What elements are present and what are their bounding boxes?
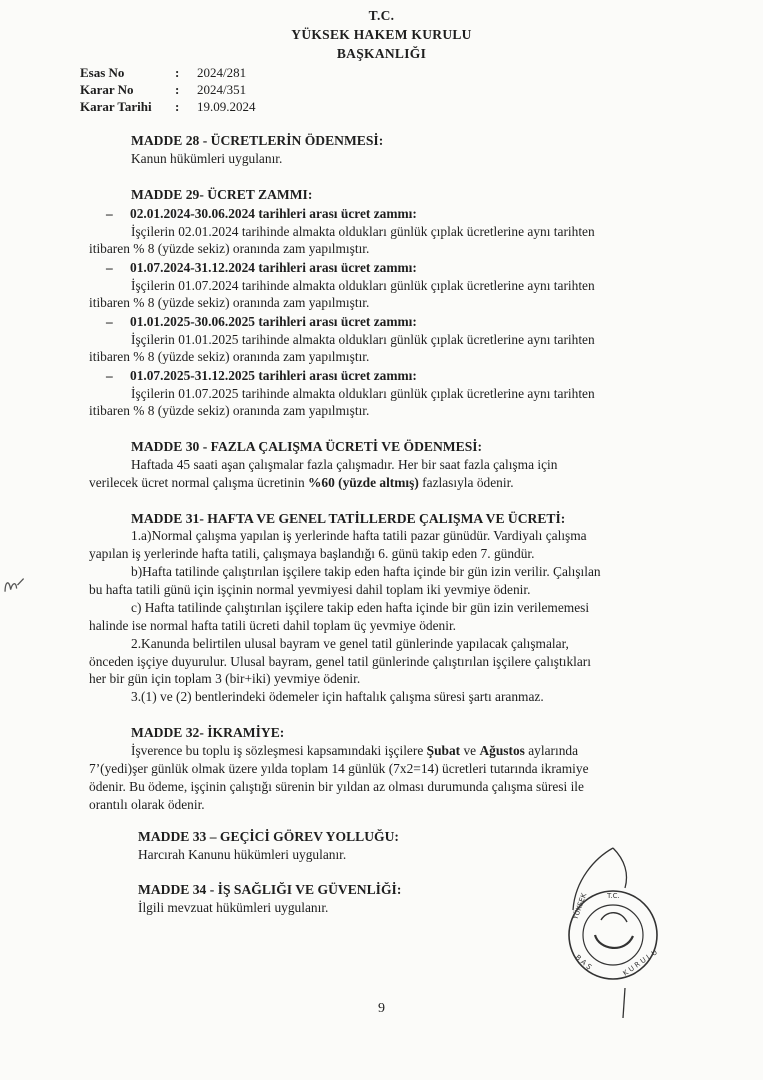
madde-31-line: b)Hafta tatilinde çalıştırılan işçilere takip eden hafta içinde bir gün izin verilir. Çalışılan	[131, 564, 601, 579]
madde-29-item-3-line2: itibaren % 8 (yüzde sekiz) oranında zam yapılmıştır.	[89, 349, 370, 364]
madde-29-item-3-line1: İşçilerin 01.01.2025 tarihinde almakta oldukları günlük çıplak ücretlerine aynı tarihten	[131, 332, 595, 347]
margin-initials	[0, 572, 31, 602]
header-tc: T.C.	[368, 8, 395, 23]
madde-33-title: MADDE 33 – GEÇİCİ GÖREV YOLLUĞU:	[138, 829, 399, 844]
header-institution: YÜKSEK HAKEM KURULU	[291, 27, 472, 42]
madde-31-title: MADDE 31- HAFTA VE GENEL TATİLLERDE ÇALIŞMA VE ÜCRETİ:	[131, 511, 566, 526]
madde-28-text: Kanun hükümleri uygulanır.	[131, 151, 283, 166]
madde-29-item-1-heading: – 02.01.2024-30.06.2024 tarihleri arası ücret zammı:	[106, 206, 417, 221]
svg-text:B A Ş: B A Ş	[573, 953, 594, 972]
madde-29-item-3-heading: – 01.01.2025-30.06.2025 tarihleri arası ücret zammı:	[106, 314, 417, 329]
madde-31-line: 1.a)Normal çalışma yapılan iş yerlerinde hafta tatili pazar günüdür. Vardiyalı çalışma	[131, 528, 587, 543]
header-presidency: BAŞKANLIĞI	[336, 46, 427, 61]
madde-32-line2: 7’(yedi)şer günlük olmak üzere yılda toplam 14 günlük (7x2=14) ücretleri tutarında ikramiye	[89, 761, 589, 776]
madde-31-line: yapılan iş yerlerinde hafta tatili, çalışmaya başlandığı 6. günü takip eden 7. gündür.	[89, 546, 535, 561]
madde-33-text: Harcırah Kanunu hükümleri uygulanır.	[138, 847, 347, 862]
madde-31-line: her bir gün için toplam 3 (bir+iki) yevmiye ödenir.	[89, 671, 361, 686]
official-stamp-icon	[555, 840, 675, 1020]
page-number: 9	[378, 1001, 385, 1016]
madde-34-title: MADDE 34 - İŞ SAĞLIĞI VE GÜVENLİĞİ:	[138, 882, 402, 897]
madde-34-text: İlgili mevzuat hükümleri uygulanır.	[138, 900, 329, 915]
madde-31-line: bu hafta tatili günü için işçinin normal yevmiyesi dahil toplam iki yevmiye ödenir.	[89, 582, 531, 597]
madde-30-line2: verilecek ücret normal çalışma ücretinin %60 (yüzde altmış) fazlasıyla ödenir.	[89, 475, 514, 490]
madde-32-title: MADDE 32- İKRAMİYE:	[131, 725, 285, 740]
madde-32-line4: orantılı olarak ödenir.	[89, 797, 205, 812]
madde-31-line: önceden işçiye duyurulur. Ulusal bayram, genel tatil günlerinde çalıştırılan işçilere çalıştıkları	[89, 654, 591, 669]
madde-29-item-2-heading: – 01.07.2024-31.12.2024 tarihleri arası ücret zammı:	[106, 260, 417, 275]
svg-text:T.C.: T.C.	[607, 892, 620, 900]
madde-29-item-4-line1: İşçilerin 01.07.2025 tarihinde almakta oldukları günlük çıplak ücretlerine aynı tarihten	[131, 386, 595, 401]
madde-29-title: MADDE 29- ÜCRET ZAMMI:	[131, 187, 313, 202]
meta-karar-tarihi: Karar Tarihi : 19.09.2024	[80, 99, 256, 114]
svg-text:K U R U L U: K U R U L U	[621, 948, 659, 978]
madde-29-item-2-line2: itibaren % 8 (yüzde sekiz) oranında zam yapılmıştır.	[89, 295, 370, 310]
madde-32-line1: İşverence bu toplu iş sözleşmesi kapsamındaki işçilere Şubat ve Ağustos aylarında	[131, 743, 579, 758]
madde-29-item-1-line2: itibaren % 8 (yüzde sekiz) oranında zam yapılmıştır.	[89, 241, 370, 256]
madde-29-item-2-line1: İşçilerin 01.07.2024 tarihinde almakta oldukları günlük çıplak ücretlerine aynı tarihten	[131, 278, 595, 293]
madde-31-line: 3.(1) ve (2) bentlerindeki ödemeler için haftalık çalışma süresi şartı aranmaz.	[131, 689, 544, 704]
madde-31-line: c) Hafta tatilinde çalıştırılan işçilere takip eden hafta içinde bir gün izin verilememesi	[131, 600, 590, 615]
madde-29-item-1-line1: İşçilerin 02.01.2024 tarihinde almakta oldukları günlük çıplak ücretlerine aynı tarihten	[131, 224, 595, 239]
madde-31-line: 2.Kanunda belirtilen ulusal bayram ve genel tatil günlerinde yapılacak çalışmalar,	[131, 636, 569, 651]
madde-30-title: MADDE 30 - FAZLA ÇALIŞMA ÜCRETİ VE ÖDENMESİ:	[131, 439, 483, 454]
meta-karar: Karar No : 2024/351	[80, 82, 247, 97]
madde-29-item-4-line2: itibaren % 8 (yüzde sekiz) oranında zam yapılmıştır.	[89, 403, 370, 418]
madde-28-title: MADDE 28 - ÜCRETLERİN ÖDENMESİ:	[131, 133, 384, 148]
madde-31-line: halinde ise normal hafta tatili ücreti dahil toplam üç yevmiye ödenir.	[89, 618, 457, 633]
madde-30-line1: Haftada 45 saati aşan çalışmalar fazla çalışmadır. Her bir saat fazla çalışma için	[131, 457, 558, 472]
madde-32-line3: ödenir. Bu ödeme, işçinin çalıştığı sürenin bir yıldan az olması durumunda çalışma süresi ile	[89, 779, 584, 794]
svg-text:YÜKSEK: YÜKSEK	[571, 892, 589, 921]
madde-29-item-4-heading: – 01.07.2025-31.12.2025 tarihleri arası ücret zammı:	[106, 368, 417, 383]
meta-esas: Esas No : 2024/281	[80, 65, 247, 80]
